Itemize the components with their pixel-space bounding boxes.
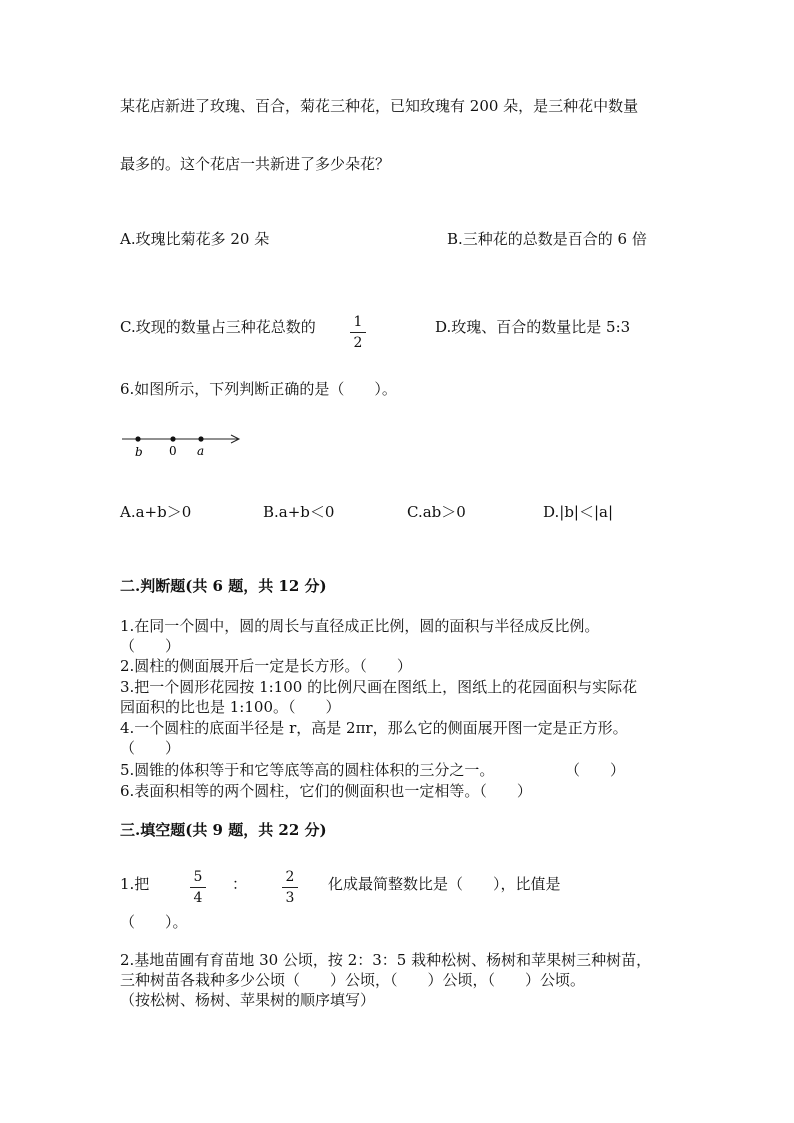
s2-item3-line1: 3.把一个圆形花园按 1:100 的比例尺画在图纸上，图纸上的花园面积与实际花 <box>120 678 638 696</box>
fraction-bar <box>282 887 298 888</box>
s2-item5: 5.圆锥的体积等于和它等底等高的圆柱体积的三分之一。 <box>120 761 495 779</box>
q6-option-d: D.|b|＜|a| <box>543 503 614 521</box>
q5-option-d: D.玫瑰、百合的数量比是 5:3 <box>435 318 631 336</box>
section2-title: 二.判断题(共 6 题，共 12 分) <box>120 577 327 595</box>
s2-item4-line1: 4.一个圆柱的底面半径是 r，高是 2πr，那么它的侧面展开图一定是正方形。 <box>120 719 628 737</box>
s2-item2: 2.圆柱的侧面展开后一定是长方形。（ ） <box>120 657 412 675</box>
q5-option-c: C.玫现的数量占三种花总数的 <box>120 318 316 336</box>
s3-q1-line2: （ ）。 <box>120 913 188 931</box>
s3-q2-line1: 2.基地苗圃有育苗地 30 公顷，按 2：3：5 栽种松树、杨树和苹果树三种树苗， <box>120 951 652 969</box>
s3-q2-line3: （按松树、杨树、苹果树的顺序填写） <box>120 991 376 1009</box>
q5-option-a: A.玫瑰比菊花多 20 朵 <box>120 230 270 248</box>
fraction-numerator: 2 <box>285 869 295 885</box>
point-b <box>135 436 140 441</box>
q5-stem-line1: 某花店新进了玫瑰、百合，菊花三种花，已知玫瑰有 200 朵，是三种花中数量 <box>120 97 639 115</box>
number-line-figure <box>118 428 248 462</box>
point-a <box>198 436 203 441</box>
s3-q1-prefix: 1.把 <box>120 875 150 893</box>
s3-q1-colon: ： <box>232 875 248 893</box>
s3-q2-line2: 三种树苗各栽种多少公顷（ ）公顷，（ ）公顷，（ ）公顷。 <box>120 971 586 989</box>
fraction-denominator: 3 <box>285 890 295 906</box>
fraction-numerator: 1 <box>353 314 363 330</box>
s3-q1-fraction2 <box>282 869 298 906</box>
label-zero: 0 <box>169 444 177 458</box>
q5-option-b: B.三种花的总数是百合的 6 倍 <box>447 230 647 248</box>
s3-q1-fraction1 <box>190 869 206 906</box>
q6-option-a: A.a+b＞0 <box>120 503 192 521</box>
s3-q1-suffix: 化成最简整数比是（ ），比值是 <box>328 875 561 893</box>
fraction-numerator: 5 <box>193 869 203 885</box>
s2-item6: 6.表面积相等的两个圆柱，它们的侧面积也一定相等。（ ） <box>120 782 532 800</box>
section3-title: 三.填空题(共 9 题，共 22 分) <box>120 821 327 839</box>
s2-item4-blank: （ ） <box>120 739 181 757</box>
fraction-bar <box>190 887 206 888</box>
label-a: a <box>197 444 205 458</box>
q5-option-c-fraction <box>350 314 366 351</box>
point-zero <box>170 436 175 441</box>
s2-item1-blank: （ ） <box>120 637 181 655</box>
s2-item1-line1: 1.在同一个圆中，圆的周长与直径成正比例，圆的面积与半径成反比例。 <box>120 617 600 635</box>
fraction-denominator: 2 <box>353 335 363 351</box>
q6-option-c: C.ab＞0 <box>407 503 466 521</box>
q6-option-b: B.a+b＜0 <box>263 503 335 521</box>
fraction-bar <box>350 332 366 333</box>
label-b: b <box>135 445 143 459</box>
fraction-denominator: 4 <box>193 890 203 906</box>
q5-stem-line2: 最多的。这个花店一共新进了多少朵花？ <box>120 155 391 173</box>
q6-stem: 6.如图所示，下列判断正确的是（ ）。 <box>120 380 397 398</box>
s2-item3-line2: 园面积的比也是 1:100。（ ） <box>120 698 341 716</box>
s2-item5-blank: （ ） <box>565 761 626 779</box>
